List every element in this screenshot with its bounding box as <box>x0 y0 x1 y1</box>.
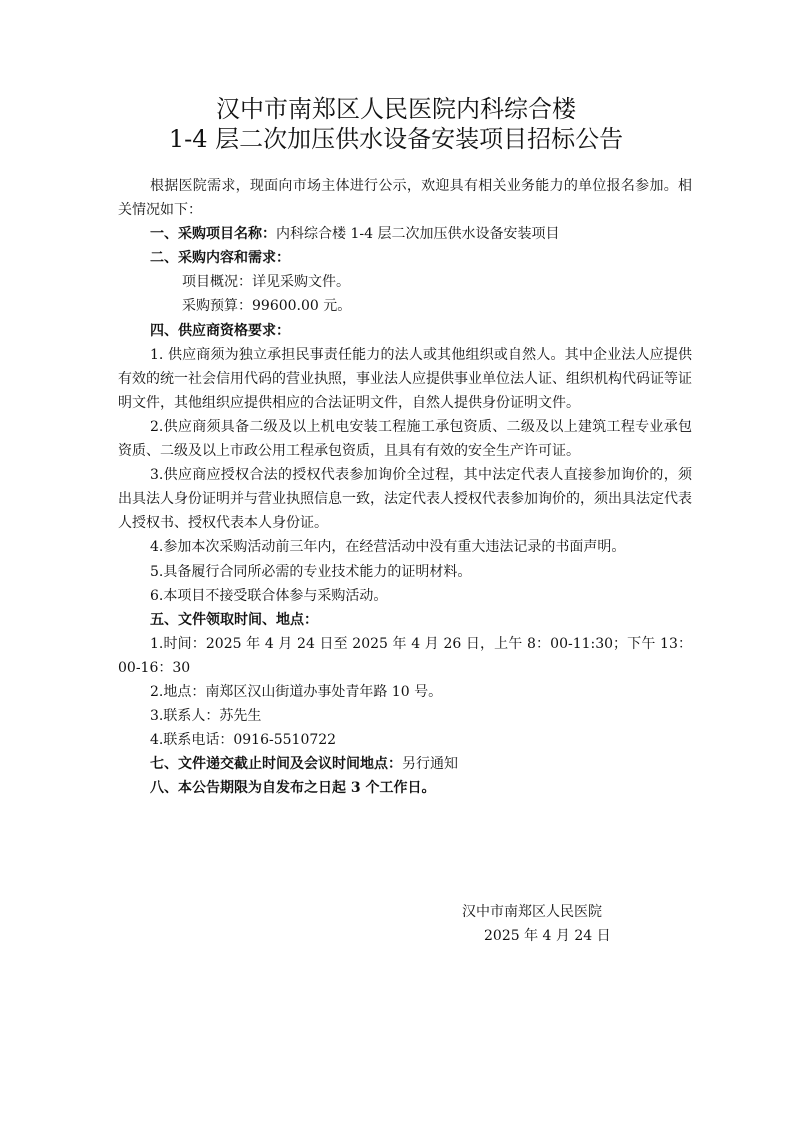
project-overview: 项目概况：详见采购文件。 <box>182 274 350 291</box>
qualification-item-5: 5.具备履行合同所必需的专业技术能力的证明材料。 <box>150 563 472 580</box>
qualification-item-1: 1. 供应商须为独立承担民事责任能力的法人或其他组织或自然人。其中企业法人应提供有效的统一社会信用代码的营业执照，事业法人应提供事业单位法人证、组织机构代码证等证明文件，其他组织应提供相应的合法证明文件，自然人提供身份证明文件。 <box>118 346 692 411</box>
pickup-time: 1.时间：2025 年 4 月 24 日至 2025 年 4 月 26 日，上午 8：00-11:30；下午 13：00-16：30 <box>118 635 692 676</box>
contact-phone: 4.联系电话：0916-5510722 <box>150 732 337 749</box>
pickup-location: 2.地点：南郑区汉山街道办事处青年路 10 号。 <box>150 683 443 700</box>
signature-date: 2025 年 4 月 24 日 <box>484 928 611 944</box>
section7-heading: 七、文件递交截止时间及会议时间地点： <box>150 756 402 773</box>
document-body <box>118 174 692 800</box>
qualification-item-6: 6.本项目不接受联合体参与采购活动。 <box>150 587 388 604</box>
section1-value: 内科综合楼 1-4 层二次加压供水设备安装项目 <box>276 226 560 243</box>
qualification-item-3: 3.供应商应授权合法的授权代表参加询价全过程，其中法定代表人直接参加询价的，须出具法人身份证明并与营业执照信息一致，法定代表人授权代表参加询价的，须出具法定代表人授权书、授权代表本人身份证。 <box>118 467 692 532</box>
section7-value: 另行通知 <box>402 756 458 773</box>
document-title-line2: 1-4 层二次加压供水设备安装项目招标公告 <box>168 125 624 153</box>
section2-heading: 二、采购内容和需求： <box>150 250 290 267</box>
section4-heading: 四、供应商资格要求： <box>150 322 290 339</box>
procurement-budget: 采购预算：99600.00 元。 <box>182 298 352 315</box>
document-title-line1: 汉中市南郑区人民医院内科综合楼 <box>216 95 576 123</box>
signature-organization: 汉中市南郑区人民医院 <box>462 904 602 920</box>
qualification-item-2: 2.供应商须具备二级及以上机电安装工程施工承包资质、二级及以上建筑工程专业承包资质、二级及以上市政公用工程承包资质，且具有有效的安全生产许可证。 <box>118 418 692 460</box>
section7-line <box>118 752 692 776</box>
qualification-item-4: 4.参加本次采购活动前三年内，在经营活动中没有重大违法记录的书面声明。 <box>150 539 626 556</box>
signature-block <box>440 900 660 948</box>
section5-heading: 五、文件领取时间、地点： <box>150 611 318 628</box>
contact-person: 3.联系人：苏先生 <box>150 708 262 725</box>
section8-heading: 八、本公告期限为自发布之日起 3 个工作日。 <box>150 780 436 797</box>
section1-line <box>118 222 692 246</box>
section1-heading: 一、采购项目名称： <box>150 226 276 243</box>
intro-paragraph: 根据医院需求，现面向市场主体进行公示，欢迎具有相关业务能力的单位报名参加。相关情况如下： <box>118 178 692 219</box>
